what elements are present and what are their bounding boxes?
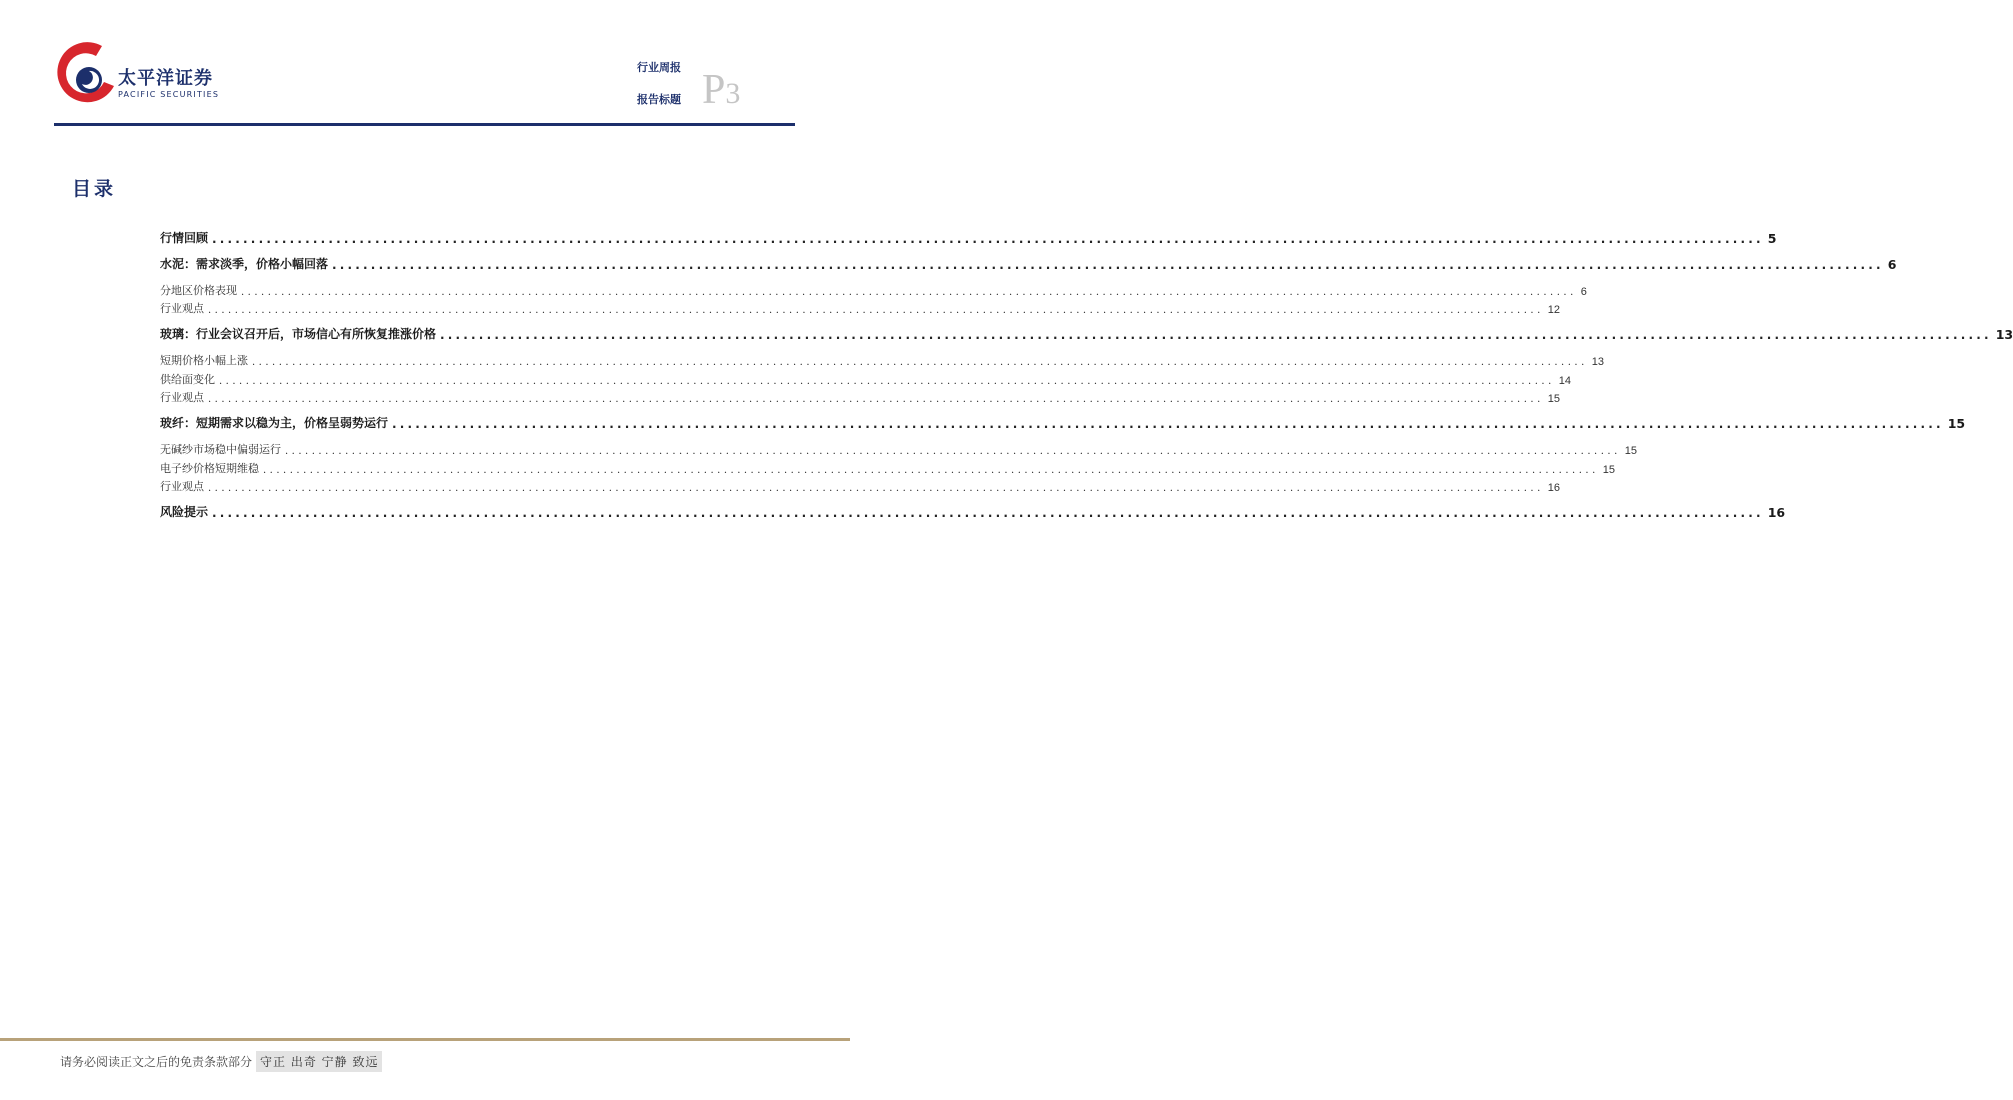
toc-entry-page: 12 xyxy=(1547,304,1560,316)
toc-dot-leader: ........................................................................................................................................................................................................ xyxy=(212,232,1764,246)
toc-entry-title: 无碱纱市场稳中偏弱运行 xyxy=(160,443,281,456)
toc-entry-page: 16 xyxy=(1767,505,1786,520)
toc-section-entry[interactable] xyxy=(160,413,1966,431)
toc-entry-page: 13 xyxy=(1591,356,1604,368)
toc-entry-page: 15 xyxy=(1602,464,1615,476)
toc-dot-leader: ........................................................................................................................................................................................................ xyxy=(208,394,1544,405)
toc-dot-leader: ........................................................................................................................................................................................................ xyxy=(212,506,1764,520)
toc-dot-leader: ........................................................................................................................................................................................................ xyxy=(332,258,1884,272)
toc-dot-leader: ........................................................................................................................................................................................................ xyxy=(219,376,1555,387)
toc-dot-leader: ........................................................................................................................................................................................................ xyxy=(440,328,1992,342)
toc-section-entry[interactable] xyxy=(160,324,2013,342)
toc-entry-title: 风险提示 xyxy=(160,505,209,519)
toc-dot-leader: ........................................................................................................................................................................................................ xyxy=(208,483,1544,494)
toc-entry-title: 短期价格小幅上涨 xyxy=(160,354,248,367)
report-title-label: 报告标题 xyxy=(637,93,681,106)
toc-heading: 目录 xyxy=(72,178,117,200)
toc-section-entry[interactable] xyxy=(160,228,1777,246)
page-prefix: P xyxy=(702,67,726,113)
footer-motto: 守正 出奇 宁静 致远 xyxy=(256,1051,382,1072)
toc-dot-leader: ........................................................................................................................................................................................................ xyxy=(252,357,1588,368)
logo-chinese-name: 太平洋证券 xyxy=(118,68,213,89)
toc-subsection-entry[interactable] xyxy=(160,387,1560,405)
footer-disclaimer: 请务必阅读正文之后的免责条款部分 xyxy=(60,1055,253,1069)
toc-subsection-entry[interactable] xyxy=(160,280,1587,298)
header-divider xyxy=(54,123,795,126)
toc-entry-page: 6 xyxy=(1580,286,1587,298)
footer-divider xyxy=(0,1038,850,1041)
toc-section-entry[interactable] xyxy=(160,502,1786,520)
toc-entry-page: 6 xyxy=(1887,257,1897,272)
toc-section-entry[interactable] xyxy=(160,254,1897,272)
toc-entry-page: 15 xyxy=(1624,445,1637,457)
toc-entry-page: 15 xyxy=(1947,416,1966,431)
toc-entry-title: 供给面变化 xyxy=(160,373,215,386)
toc-entry-title: 行业观点 xyxy=(160,391,204,404)
toc-subsection-entry[interactable] xyxy=(160,298,1560,316)
toc-subsection-entry[interactable] xyxy=(160,439,1637,457)
toc-entry-title: 行情回顾 xyxy=(160,231,209,245)
pacific-securities-logo-icon xyxy=(58,42,120,110)
toc-dot-leader: ........................................................................................................................................................................................................ xyxy=(208,305,1544,316)
toc-entry-title: 行业观点 xyxy=(160,480,204,493)
toc-entry-page: 5 xyxy=(1767,231,1777,246)
logo-english-name: PACIFIC SECURITIES xyxy=(118,90,220,99)
toc-subsection-entry[interactable] xyxy=(160,350,1604,368)
company-logo xyxy=(58,42,238,112)
toc-entry-page: 14 xyxy=(1558,375,1571,387)
toc-dot-leader: ........................................................................................................................................................................................................ xyxy=(392,417,1944,431)
toc-dot-leader: ........................................................................................................................................................................................................ xyxy=(263,465,1599,476)
page-indicator xyxy=(702,66,740,114)
toc-dot-leader: ........................................................................................................................................................................................................ xyxy=(241,287,1577,298)
toc-entry-page: 15 xyxy=(1547,393,1560,405)
toc-entry-page: 13 xyxy=(1995,327,2013,342)
toc-entry-title: 行业观点 xyxy=(160,302,204,315)
toc-entry-title: 水泥：需求淡季，价格小幅回落 xyxy=(160,257,329,271)
toc-entry-title: 玻纤：短期需求以稳为主，价格呈弱势运行 xyxy=(160,416,389,430)
toc-dot-leader: ........................................................................................................................................................................................................ xyxy=(285,446,1621,457)
toc-entry-title: 玻璃：行业会议召开后，市场信心有所恢复推涨价格 xyxy=(160,327,437,341)
toc-entry-title: 分地区价格表现 xyxy=(160,284,237,297)
toc-subsection-entry[interactable] xyxy=(160,369,1571,387)
toc-subsection-entry[interactable] xyxy=(160,476,1560,494)
toc-entry-page: 16 xyxy=(1547,482,1560,494)
report-type: 行业周报 xyxy=(637,61,681,74)
toc-entry-title: 电子纱价格短期维稳 xyxy=(160,462,259,475)
page-number: 3 xyxy=(725,77,741,110)
footer xyxy=(60,1051,382,1072)
toc-subsection-entry[interactable] xyxy=(160,458,1615,476)
